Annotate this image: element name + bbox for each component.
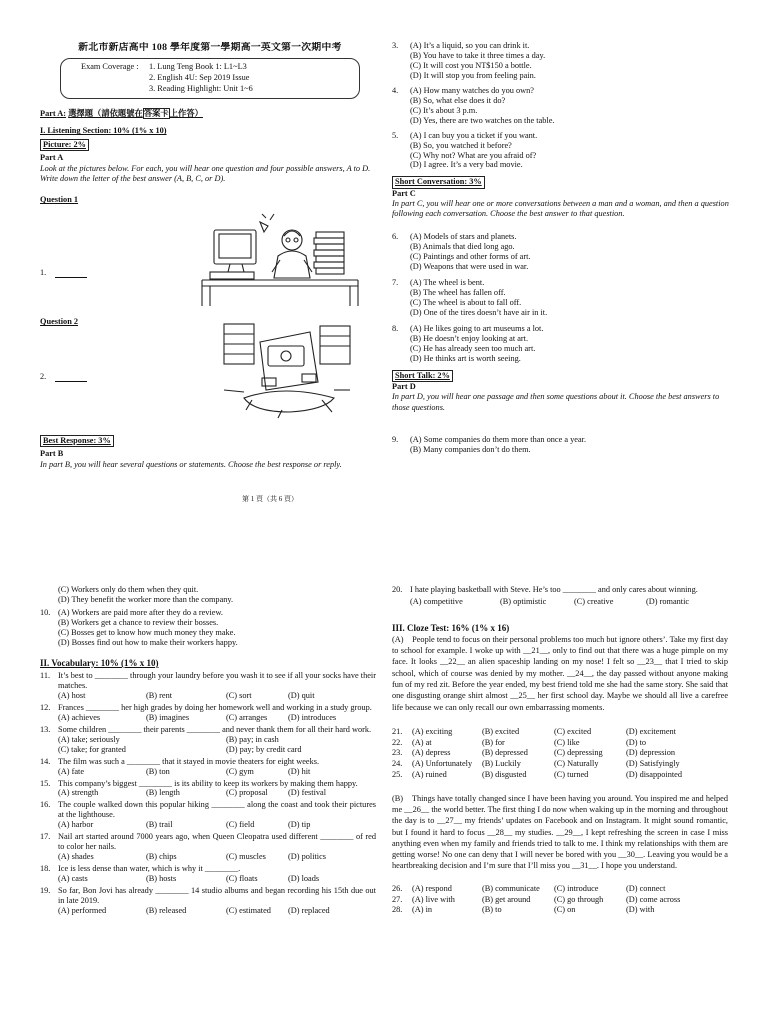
- short-talk-heading: Short Talk: 2%: [392, 370, 453, 382]
- option: (A) achieves: [58, 712, 101, 722]
- option: (D) replaced: [288, 905, 330, 915]
- option: (C) take; for granted: [58, 744, 126, 754]
- cloze-option: (C) on: [554, 905, 576, 915]
- office-worker-illustration: [200, 212, 360, 310]
- option: (D) tip: [288, 820, 311, 830]
- option: (B) released: [146, 905, 187, 915]
- question-6: 6. (A) Models of stars and planets. (B) Animals that died long ago. (C) Paintings and other forms of art. (D) Weapons that were used in war.: [392, 232, 531, 272]
- cloze-number: 25.: [392, 769, 403, 779]
- vocabulary-question: 18. Ice is less dense than water, which is why it ________. (A) casts (B) hosts (C) floats (D) loads: [40, 864, 380, 884]
- answer-blank[interactable]: [55, 269, 87, 278]
- vocabulary-list: [40, 671, 380, 916]
- best-response-heading: Best Response: 3%: [40, 435, 114, 447]
- cloze-heading: III. Cloze Test: 16% (1% x 16): [392, 622, 510, 633]
- cloze-option: (A) at: [412, 737, 432, 747]
- cloze-number: 21.: [392, 726, 403, 736]
- cloze-option: (B) Luckily: [482, 759, 521, 769]
- cloze-option: (D) come across: [626, 894, 681, 904]
- part-b-label: Part B: [40, 449, 64, 458]
- cloze-option: (C) depressing: [554, 748, 603, 758]
- cloze-option: (C) Naturally: [554, 759, 599, 769]
- cloze-option: (A) exciting: [412, 726, 453, 736]
- option: (C) arranges: [226, 712, 268, 722]
- option: (D) politics: [288, 852, 327, 862]
- option: (A) harbor: [58, 820, 94, 830]
- cloze-option: (B) get around: [482, 894, 531, 904]
- option: (B) pay; in cash: [226, 734, 279, 744]
- option-a: (A) How many watches do you own?: [410, 85, 534, 95]
- part-a-instructions: Look at the pictures below. For each, you will hear one question and four possible answers, A to D. Write down the letter of the best answer (A, B, C, or D).: [40, 163, 371, 184]
- cloze-option: (B) communicate: [482, 883, 540, 893]
- option: (C) proposal: [226, 788, 268, 798]
- cloze-number: 28.: [392, 905, 403, 915]
- option: (A) performed: [58, 905, 107, 915]
- part-a-label: Part A: [40, 152, 64, 162]
- picture-heading: Picture: 2%: [40, 139, 89, 151]
- option-a: (A) It’s a liquid, so you can drink it.: [410, 41, 530, 50]
- option: (B) ton: [146, 766, 170, 776]
- answer-2: 2.: [40, 372, 87, 382]
- cloze-option: (A) Unfortunately: [412, 759, 473, 769]
- part-b-instructions: In part B, you will hear several questions or statements. Choose the best response or reply.: [40, 460, 342, 469]
- cloze-option: (C) like: [554, 737, 580, 747]
- question-20: 20. I hate playing basketball with Steve. He’s too ________ and only cares about winning. (A) competitive (B) optimistic (C) creative (D) romantic: [392, 585, 698, 606]
- page2-left-column: [40, 585, 380, 1024]
- cloze-passage-b: (B) Things have totally changed since I have been having you around. You inspired me and helped me __26__ the world better. The first thing I do now when waking up in the morning and throughout the day is to __27__ my friends’ updates on Facebook and on Instagram. It might sound romantic, but I found it hard to focus __28__ my studies. __29__, I kept refreshing the screen in case I miss anything even when my family and friends tried to talk to me. I think my relationships with them are getting worse! No one can deny that I will never be bored with you __30__. Leaving you would be a heartbreaking decision and I’m sure that I’ll miss you __31__. I hope you understand.: [392, 793, 728, 871]
- cloze-option: (D) to: [626, 737, 647, 747]
- option-c: (C) It’s about 3 p.m.: [410, 105, 478, 115]
- option: (D) festival: [288, 788, 327, 798]
- answer-1: 1.: [40, 268, 87, 278]
- option: (C) gym: [226, 766, 254, 776]
- vocabulary-question: 14. The film was such a ________ that it stayed in movie theaters for eight weeks. (A) fate (B) ton (C) gym (D) hit: [40, 757, 380, 777]
- option-b: (B) So, you watched it before?: [410, 140, 512, 150]
- question-4: 4. (A) How many watches do you own? (B) So, what else does it do? (C) It’s about 3 p.m. (D) Yes, there are two watches on the table.: [392, 85, 555, 125]
- coverage-list: [149, 62, 253, 94]
- exam-title: 新北市新店高中 108 學年度第一學期高一英文第一次期中考: [78, 42, 342, 53]
- cloze-option: (D) connect: [626, 883, 666, 893]
- option: (D) introduces: [288, 712, 337, 722]
- cloze-passage-a: (A) People tend to focus on their personal problems too much but ignore others’. Take my first day to school for example. I woke up with __21__, only to find out that there was a huge pimple on my face. It looks __22__ an alien spaceship landing on my nose! I felt so __23__ that I tried to skip school, which of course was denied by my mother. __24__, the day passed without anyone making fun of my red zit. Before the year ended, my best friend told me she had the same story. She said that one disgusting orange shirt almost __25__ her first school day. Maybe we should all live a carefree life because we can only recall our own embarrassing moments.: [392, 634, 728, 712]
- vocabulary-question: 19. So far, Bon Jovi has already ________ 14 studio albums and began recording his 15th due out in late 2019. (A) performed (B) released (C) estimated (D) replaced: [40, 886, 376, 915]
- option: (A) take; seriously: [58, 734, 120, 744]
- question-5: 5. (A) I can buy you a ticket if you want. (B) So, you watched it before? (C) Why not? What are you afraid of? (D) I agree. It’s a very bad movie.: [392, 130, 538, 170]
- cloze-options-b: [392, 884, 728, 916]
- question-2-label: Question 2: [40, 317, 79, 326]
- option: (A) strength: [58, 788, 99, 798]
- part-c-label: Part C: [392, 188, 416, 198]
- cloze-option: (C) turned: [554, 769, 589, 779]
- cloze-option: (A) live with: [412, 894, 455, 904]
- cloze-option: (B) for: [482, 737, 505, 747]
- cloze-number: 26.: [392, 883, 403, 893]
- option: (D) quit: [288, 690, 315, 700]
- vocabulary-question: 17. Nail art started around 7000 years ago, when Queen Cleopatra used different ________ of red to color her nails. (A) shades (B) chips (C) muscles (D) politics: [40, 832, 376, 862]
- cloze-option: (D) with: [626, 905, 655, 915]
- cloze-number: 27.: [392, 894, 403, 904]
- cloze-options-a: [392, 727, 728, 781]
- cloze-option: (A) depress: [412, 748, 451, 758]
- vocabulary-heading: II. Vocabulary: 10% (1% x 10): [40, 658, 159, 669]
- option-d: (D) I agree. It’s a very bad movie.: [410, 160, 523, 170]
- option: (B) hosts: [146, 874, 177, 884]
- listening-heading: I. Listening Section: 10% (1% x 10): [40, 126, 167, 136]
- coverage-item: 2. English 4U: Sep 2019 Issue: [149, 72, 250, 82]
- option: (B) imagines: [146, 712, 190, 722]
- cloze-option: (D) excitement: [626, 726, 676, 736]
- option: (B) trail: [146, 820, 173, 830]
- option: (D) loads: [288, 874, 320, 884]
- part-c-instructions: In part C, you will hear one or more conversations between a man and a woman, and then a question following each conversation. Choose the best answer to that question.: [392, 198, 729, 219]
- vocabulary-question: 15. This company’s biggest ________ is its ability to keep its workers by making them happy. (A) strength (B) length (C) proposal (D) festival: [40, 779, 380, 799]
- coverage-item: 1. Lung Teng Book 1: L1~L3: [149, 61, 247, 71]
- cloze-number: 24.: [392, 759, 403, 769]
- option: (B) rent: [146, 690, 173, 700]
- question-9: 9. (A) Some companies do them more than once a year. (B) Many companies don’t do them.: [392, 435, 587, 455]
- question-7: 7. (A) The wheel is bent. (B) The wheel has fallen off. (C) The wheel is about to fall off. (D) One of the tires doesn’t have air in it.: [392, 278, 548, 317]
- option: (B) chips: [146, 852, 177, 862]
- vocabulary-question: 16. The couple walked down this popular hiking ________ along the coast and took their pictures at the lighthouse. (A) harbor (B) trail (C) field (D) tip: [40, 800, 376, 830]
- option-c: (C) It will cost you NT$150 a bottle.: [410, 60, 532, 70]
- option: (C) estimated: [226, 905, 271, 915]
- option-c: (C) Why not? What are you afraid of?: [410, 150, 537, 160]
- cloze-option: (B) excited: [482, 726, 520, 736]
- part-a-heading: Part A: 選擇題（請依題號在答案卡上作答）: [40, 109, 203, 119]
- question-3: 3. (A) It’s a liquid, so you can drink it. (B) You have to take it three times a day. (C) It will cost you NT$150 a bottle. (D) It will stop you from feeling pain.: [392, 41, 546, 80]
- option-a: (A) I can buy you a ticket if you want.: [410, 130, 538, 140]
- cloze-option: (D) Satisfyingly: [626, 759, 680, 769]
- option: (D) hit: [288, 766, 311, 776]
- cloze-option: (B) disgusted: [482, 769, 527, 779]
- option: (C) field: [226, 820, 255, 830]
- cloze-option: (B) depressed: [482, 748, 528, 758]
- cloze-number: 22.: [392, 737, 403, 747]
- cloze-option: (C) introduce: [554, 883, 599, 893]
- coverage-label: Exam Coverage :: [81, 61, 139, 71]
- vocabulary-question: 11. It’s best to ________ through your laundry before you wash it to see if all your socks have their matches. (A) host (B) rent (C) sort (D) quit: [40, 671, 376, 700]
- cloze-option: (A) respond: [412, 883, 452, 893]
- question-10: 10. (A) Workers are paid more after they do a review. (B) Workers get a chance to review their bosses. (C) Bosses get to know how much money they make. (D) Bosses find out how to make their workers happy.: [40, 608, 238, 648]
- part-d-label: Part D: [392, 381, 416, 391]
- question-9-continued: (C) Workers only do them when they quit. (D) They benefit the worker more than the company.: [58, 585, 234, 605]
- cloze-option: (C) go through: [554, 894, 604, 904]
- cloze-option: (B) to: [482, 905, 502, 915]
- option: (A) casts: [58, 874, 88, 884]
- cloze-option: (D) depression: [626, 748, 676, 758]
- vocabulary-question: 13. Some children ________ their parents ________ and never thank them for all their hard work. (A) take; seriously (B) pay; in cash (C) take; for granted (D) pay; by credit card: [40, 725, 380, 755]
- page1-right-column: [392, 41, 732, 501]
- coverage-item: 3. Reading Highlight: Unit 1~6: [149, 83, 253, 93]
- question-1-label: Question 1: [40, 194, 79, 204]
- option: (A) host: [58, 690, 86, 700]
- option: (D) pay; by credit card: [226, 744, 302, 754]
- cloze-option: (A) ruined: [412, 769, 447, 779]
- option: (C) floats: [226, 874, 258, 884]
- option: (C) muscles: [226, 852, 266, 862]
- cloze-option: (D) disappointed: [626, 769, 682, 779]
- short-conversation-heading: Short Conversation: 3%: [392, 176, 485, 188]
- option: (C) sort: [226, 690, 252, 700]
- part-d-instructions: In part D, you will hear one passage and then some questions about it. Choose the best answers to those questions.: [392, 391, 720, 412]
- page-number: 第 1 頁（共 6 頁）: [242, 495, 298, 503]
- vocabulary-question: 12. Frances ________ her high grades by doing her homework well and working in a study group. (A) achieves (B) imagines (C) arranges (D) introduces: [40, 702, 372, 722]
- option: (A) fate: [58, 766, 85, 776]
- cloze-option: (A) in: [412, 905, 433, 915]
- page2-right-column: [392, 585, 728, 1024]
- option: (B) length: [146, 788, 180, 798]
- cloze-option: (C) excited: [554, 726, 592, 736]
- answer-blank[interactable]: [55, 373, 87, 382]
- option-d: (D) It will stop you from feeling pain.: [410, 70, 536, 80]
- option: (A) shades: [58, 852, 94, 862]
- option-d: (D) Yes, there are two watches on the table.: [410, 115, 555, 125]
- question-8: 8. (A) He likes going to art museums a lot. (B) He doesn’t enjoy looking at art. (C) He has already seen too much art. (D) He thinks art is worth seeing.: [392, 323, 544, 363]
- truck-accident-illustration: [222, 320, 352, 420]
- cloze-number: 23.: [392, 748, 403, 758]
- exam-coverage-box: [60, 58, 360, 99]
- option-b: (B) You have to take it three times a day.: [410, 50, 546, 60]
- option-b: (B) So, what else does it do?: [410, 95, 506, 105]
